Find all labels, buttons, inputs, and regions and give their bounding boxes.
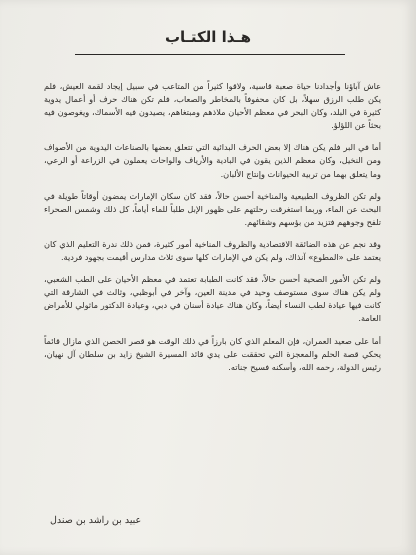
body-text	[44, 80, 381, 383]
page-title: هـذا الكتـاب	[164, 28, 251, 46]
paragraph-3: ولم تكن الظروف الطبيعية والمناخية أحسن حالاً، فقد كان سكان الإمارات يمضون أوقاتاً طويلة في البحث عن الماء، وربما استغرقت رحلتهم على ظهور الإبل طلباً للماء أياماً، كل ذلك وشمس الصحراء تلفح وجوههم فتزيد من بؤسهم وشقائهم.	[44, 190, 381, 227]
paragraph-1: عاش آباؤنا وأجدادنا حياة صعبة قاسية، ولاقوا كثيراً من المتاعب في سبيل إيجاد لقمة العيش، فلم يكن طلب الرزق سهلاً، بل كان محفوفاً بالمخاطر والصعاب، فلم تكن هناك حرف أو أعمال يدوية كثيرة في البلد، وكان البحر في معظم الأحيان ملاذهم ومبتغاهم، يصيدون فيه الأسماك، ويغوصون فيه بحثاً عن اللؤلؤ.	[44, 81, 381, 131]
paragraph-6: أما على صعيد العمران، فإن المعلم الذي كان بارزاً في ذلك الوقت هو قصر الحصن الذي مازال قائماً يحكي قصة الحلم والمعجزة التي تحققت على يدي قائد المسيرة الشيخ زايد بن سلطان آل نهيان، رئيس الدولة، رحمه الله، وأسكنه فسيح جناته.	[44, 335, 381, 372]
title-underline	[75, 54, 345, 55]
paragraph-4: وقد نجم عن هذه الضائقة الاقتصادية والظروف المناخية أمور كثيرة، فمن ذلك ندرة التعليم الذي كان يعتمد على «المطوع» آنذاك، ولم يكن في الإمارات كلها سوى ثلاث مدارس أقيمت بجهود فردية.	[44, 238, 381, 263]
paragraph-5: ولم تكن الأمور الصحية أحسن حالاً، فقد كانت الطبابة تعتمد في معظم الأحيان على الطب الشعبي، ولم يكن هناك سوى مستوصف وحيد في مدينة العين، وآخر في أبوظبي، وثالث في الشارقة التي كانت فيها عيادة لطب النساء أيضاً، وكان هناك عيادة أسنان في دبي، وعيادة الدكتور ماثولي للأمراض العامة.	[44, 274, 381, 324]
author-signature: عبيد بن راشد بن صندل	[50, 515, 142, 526]
paragraph-2: أما في البر فلم يكن هناك إلا بعض الحرف البدائية التي تتعلق بعضها بالصناعات اليدوية من الأصواف ومن النخيل، وكان معظم الذين يقون في البادية والأرياف والواحات يعملون في الزراعة أو الرعي، وما يتعلق بهما من تربية الحيوانات وإنتاج الألبان.	[44, 142, 381, 179]
